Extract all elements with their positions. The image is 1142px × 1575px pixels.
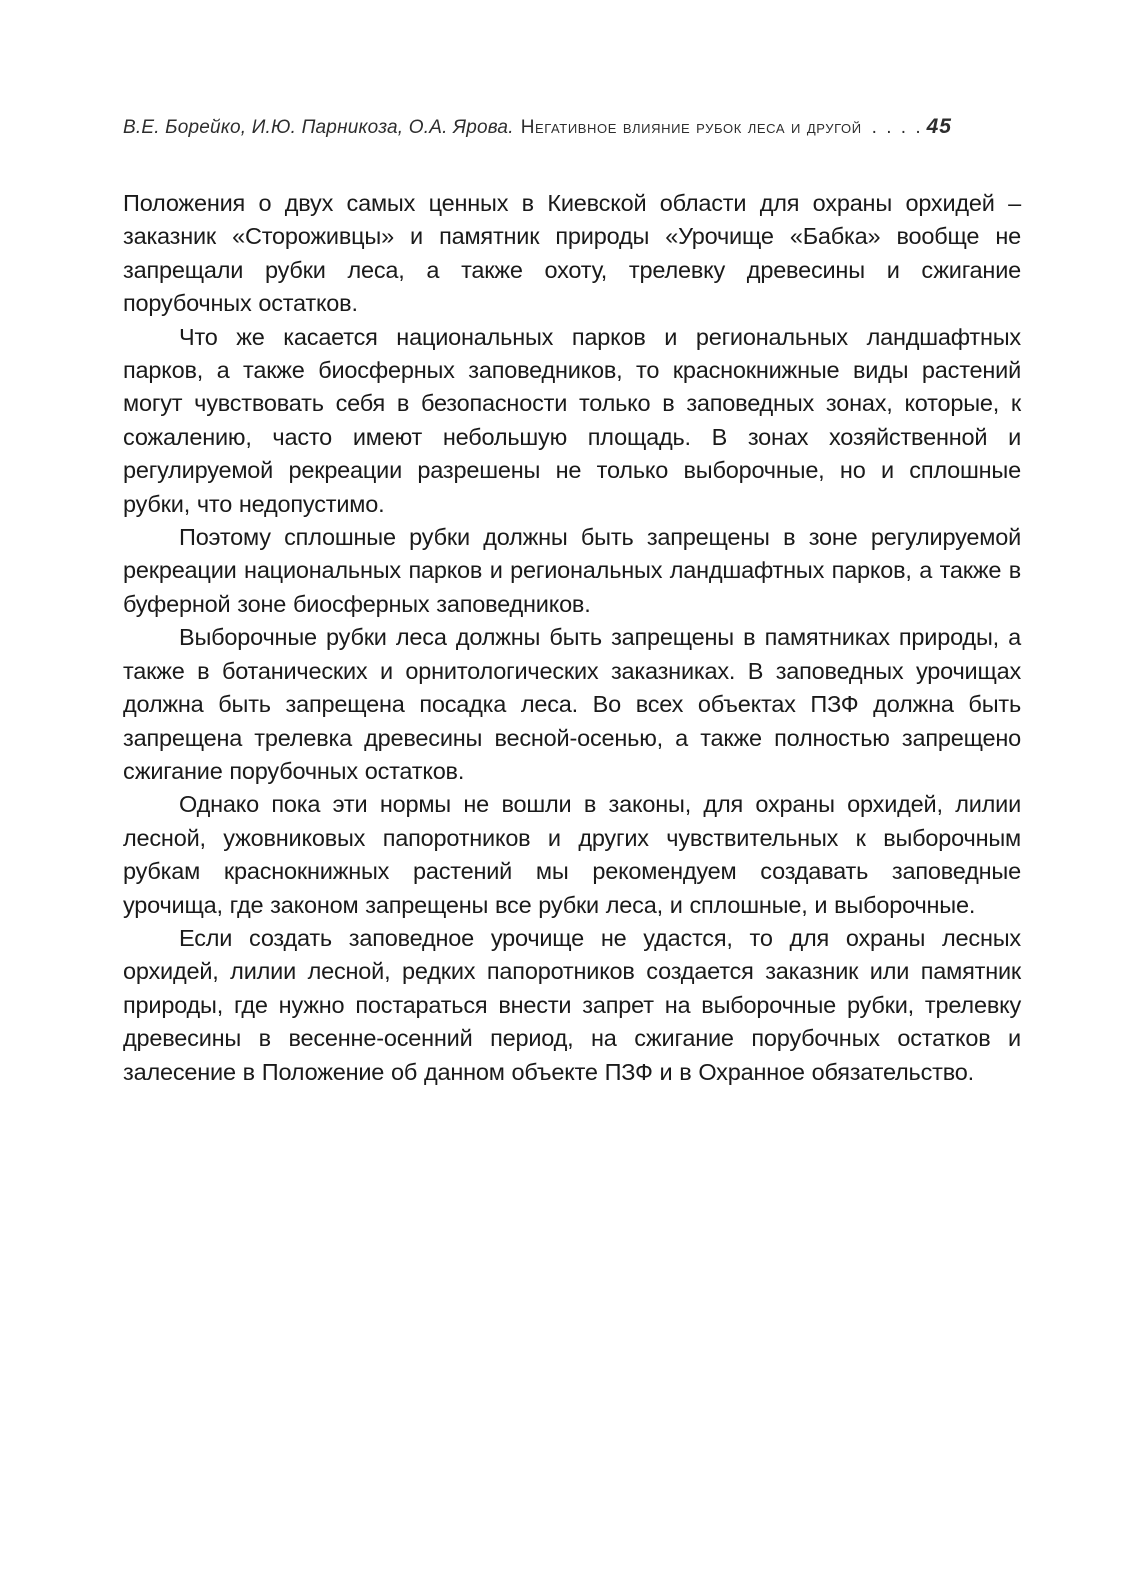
paragraph-4: Выборочные рубки леса должны быть запрещены в памятниках природы, а также в ботанических и орнитологических заказниках. В заповедных урочищах должна быть запрещена посадка леса. Во всех объектах ПЗФ должна быть запрещена трелевка древесины весной-осенью, а также полностью запрещено сжигание порубочных остатков. (123, 624, 1021, 784)
paragraph-5: Однако пока эти нормы не вошли в законы, для охраны орхидей, лилии лесной, ужовниковых папоротников и других чувствительных к выборочным рубкам краснокнижных растений мы рекомендуем создавать заповедные урочища, где законом запрещены все рубки леса, и сплошные, и выборочные. (123, 791, 1021, 918)
header-title: Негативное влияние рубок леса и другой (520, 117, 862, 138)
page-body (123, 187, 1021, 1089)
paragraph-1: Положения о двух самых ценных в Киевской области для охраны орхидей – заказник «Стороживцы» и памятник природы «Урочище «Бабка» вообще не запрещали рубки леса, а также охоту, трелевку древесины и сжигание порубочных остатков. (123, 190, 1021, 317)
header-authors: В.Е. Борейко, И.Ю. Парникоза, О.А. Ярова. (123, 117, 514, 138)
paragraph-2: Что же касается национальных парков и региональных ландшафтных парков, а также биосферных заповедников, то краснокнижные виды растений могут чувствовать себя в безопасности только в заповедных зонах, которые, к сожалению, часто имеют небольшую площадь. В зонах хозяйственной и регулируемой рекреации разрешены не только выборочные, но и сплошные рубки, что недопустимо. (123, 323, 1021, 517)
header-dots: . . . . (871, 117, 923, 138)
page-header (123, 114, 1021, 141)
page-number: 45 (926, 115, 952, 138)
paragraph-3: Поэтому сплошные рубки должны быть запрещены в зоне регулируемой рекреации национальных парков и региональных ландшафтных парков, а также в буферной зоне биосферных заповедников. (123, 524, 1021, 617)
paragraph-6: Если создать заповедное урочище не удастся, то для охраны лесных орхидей, лилии лесной, редких папоротников создается заказник или памятник природы, где нужно постараться внести запрет на выборочные рубки, трелевку древесины в весенне-осенний период, на сжигание порубочных остатков и залесение в Положение об данном объекте ПЗФ и в Охранное обязательство. (123, 924, 1021, 1085)
